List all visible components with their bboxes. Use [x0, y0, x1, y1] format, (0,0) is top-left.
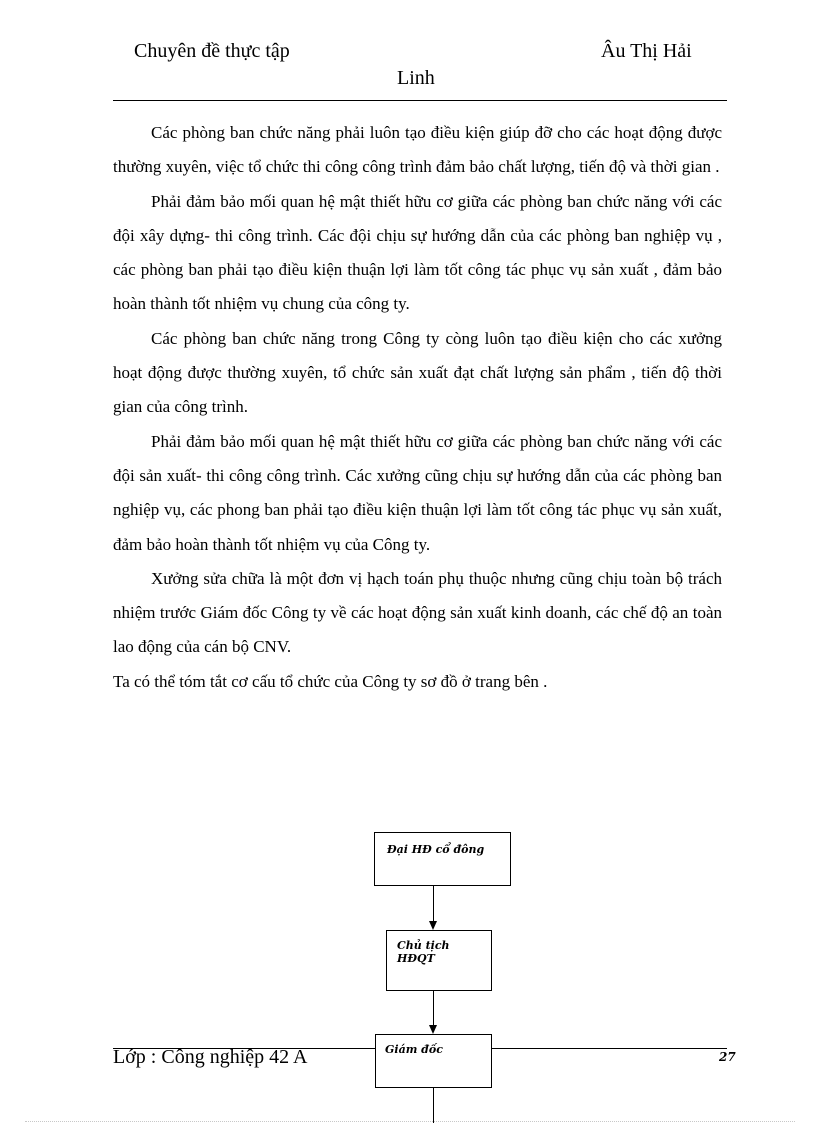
org-box-chairman-line1: Chủ tịch [397, 939, 450, 952]
closing-paragraph: Ta có thể tóm tắt cơ cấu tổ chức của Công ty sơ đồ ở trang bên . [113, 671, 548, 691]
connector-1 [433, 886, 434, 922]
org-box-chairman-line2: HĐQT [397, 952, 435, 965]
org-box-director-label: Giám đốc [385, 1043, 443, 1056]
page-edge-dots [25, 1121, 795, 1122]
connector-3 [433, 1088, 434, 1123]
paragraph-4: Phải đảm bảo mối quan hệ mật thiết hữu cơ giữa các phòng ban chức năng với các đội sản xuất- thi công công trình. Các xưởng cũng chịu sự hướng dẫn của các phòng ban nghiệp vụ, các phong ban phải tạo điều kiện thuận lợi làm tốt công tác phục vụ sản xuất, đảm bảo hoàn thành tốt nhiệm vụ của Công ty. [113, 431, 722, 554]
org-box-chairman [386, 930, 492, 991]
header-author: Âu Thị Hải [601, 40, 692, 62]
paragraph-2: Phải đảm bảo mối quan hệ mật thiết hữu cơ giữa các phòng ban chức năng với các đội xây dựng- thi công trình. Các đội chịu sự hướng dẫn của các phòng ban nghiệp vụ , các phòng ban phải tạo điều kiện thuận lợi làm tốt công tác phục vụ sản xuất , đảm bảo hoàn thành tốt nhiệm vụ chung của công ty. [113, 191, 722, 314]
paragraph-5: Xưởng sửa chữa là một đơn vị hạch toán phụ thuộc nhưng cũng chịu toàn bộ trách nhiệm trước Giám đốc Công ty về các hoạt động sản xuất kinh doanh, các chế độ an toàn lao động của cán bộ CNV. [113, 568, 722, 657]
footer-class: Lớp : Công nghiệp 42 A [113, 1046, 308, 1068]
arrow-down-icon [429, 1025, 437, 1034]
body-text [113, 116, 722, 699]
connector-2 [433, 991, 434, 1026]
arrow-down-icon [429, 921, 437, 930]
org-box-director [375, 1034, 492, 1088]
page-number: 27 [719, 1050, 736, 1064]
paragraph-3: Các phòng ban chức năng trong Công ty còng luôn tạo điều kiện cho các xưởng hoạt động được thường xuyên, tổ chức sản xuất đạt chất lượng sản phẩm , tiến độ thời gian của công trình. [113, 328, 722, 417]
org-box-shareholders-label: Đại HĐ cổ đông [387, 843, 485, 856]
header-rule [113, 100, 727, 101]
header-title: Chuyên đề thực tập [134, 40, 290, 62]
header-author-continued: Linh [397, 67, 435, 89]
paragraph-1: Các phòng ban chức năng phải luôn tạo điều kiện giúp đỡ cho các hoạt động được thường xuyên, việc tổ chức thi công công trình đảm bảo chất lượng, tiến độ và thời gian . [113, 123, 722, 177]
org-box-shareholders [374, 832, 511, 886]
